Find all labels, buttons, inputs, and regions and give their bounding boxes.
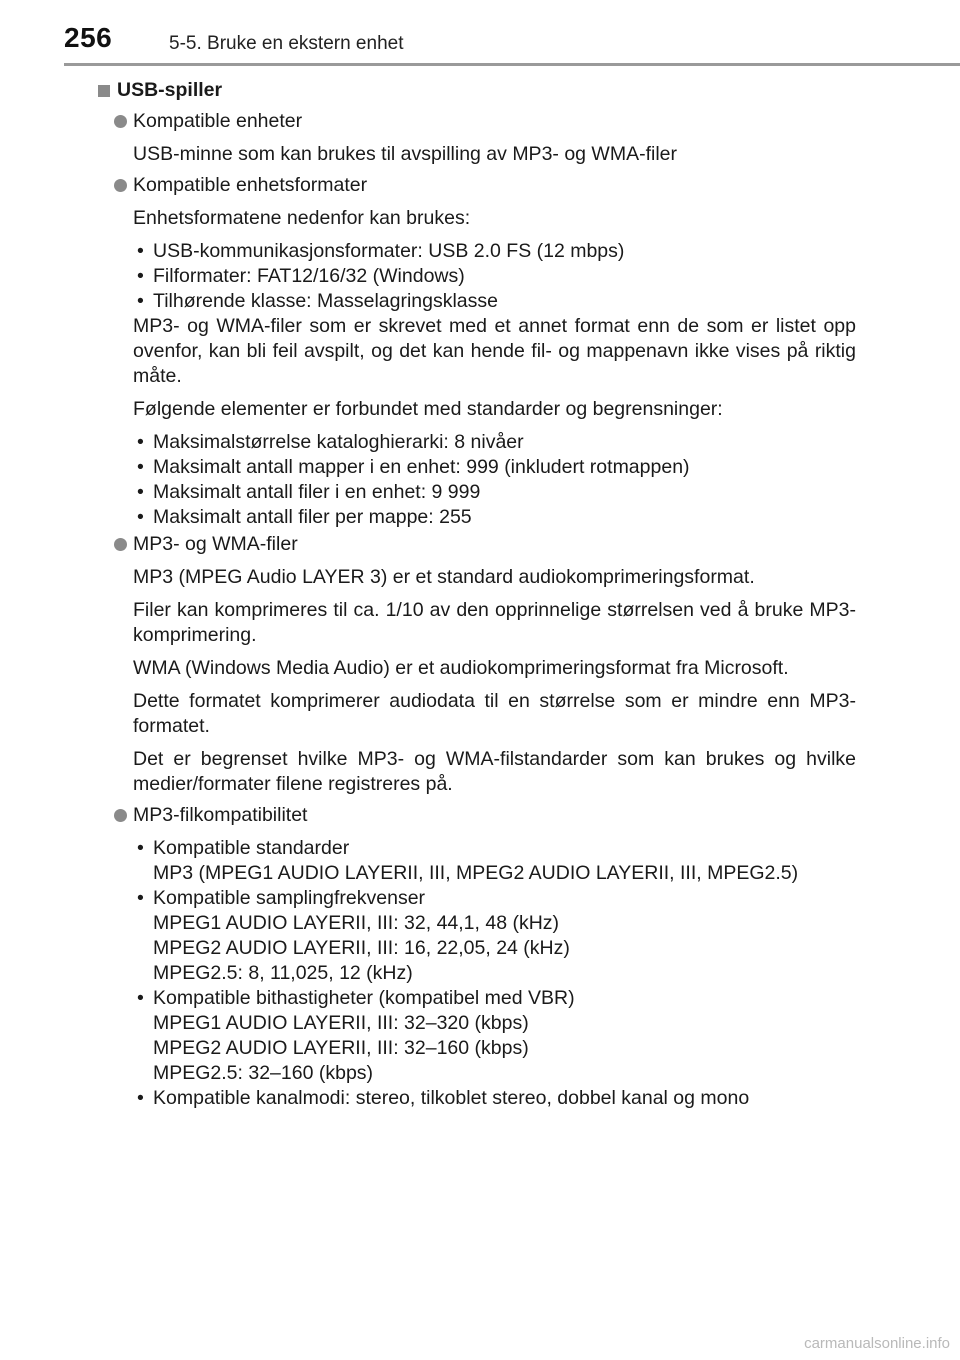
circle-bullet-icon	[114, 809, 127, 822]
standards-label: • Kompatible standarder	[153, 837, 350, 859]
mp3-wma-p1: MP3 (MPEG Audio LAYER 3) er et standard audiokomprimeringsformat.	[133, 566, 755, 588]
list-item	[133, 836, 856, 886]
mp3-compat-list	[133, 836, 856, 1111]
compatible-devices-text: USB-minne som kan brukes til avspilling av MP3- og WMA-filer	[133, 143, 678, 165]
page-number: 256	[64, 22, 113, 53]
limits-intro: Følgende elementer er forbundet med standarder og begrensninger:	[133, 398, 723, 420]
list-item: • USB-kommunikasjonsformater: USB 2.0 FS (12 mbps)	[133, 239, 856, 264]
limits-list	[133, 430, 856, 530]
sampling-value-2: MPEG2 AUDIO LAYERII, III: 16, 22,05, 24 (kHz)	[153, 937, 570, 959]
device-formats-heading	[114, 173, 856, 198]
circle-bullet-icon	[114, 179, 127, 192]
mp3-compat-heading	[114, 803, 856, 828]
list-item	[133, 886, 856, 986]
watermark: carmanualsonline.info	[804, 1335, 950, 1352]
mp3-wma-p2: Filer kan komprimeres til ca. 1/10 av den opprinnelige størrelsen ved å bruke MP3-komprimering.	[133, 599, 856, 646]
sampling-label: • Kompatible samplingfrekvenser	[153, 887, 426, 909]
usb-player-heading-text: USB-spiller	[117, 79, 223, 101]
mp3-compat-title: MP3-filkompatibilitet	[133, 804, 308, 826]
bitrate-value-1: MPEG1 AUDIO LAYERII, III: 32–320 (kbps)	[153, 1012, 529, 1034]
page-content	[98, 76, 856, 1111]
format-note: MP3- og WMA-filer som er skrevet med et annet format enn de som er listet opp ovenfor, kan bli feil avspilt, og det kan hende fil- og mappenavn ikke vises på riktig måte.	[133, 315, 856, 387]
list-item	[133, 986, 856, 1086]
sampling-value-3: MPEG2.5: 8, 11,025, 12 (kHz)	[153, 962, 413, 984]
standards-value: MP3 (MPEG1 AUDIO LAYERII, III, MPEG2 AUDIO LAYERII, III, MPEG2.5)	[153, 862, 799, 884]
bitrate-label: • Kompatible bithastigheter (kompatibel med VBR)	[153, 987, 575, 1009]
device-formats-title: Kompatible enhetsformater	[133, 174, 368, 196]
compatible-devices-heading	[114, 109, 856, 134]
section-title: 5-5. Bruke en ekstern enhet	[169, 33, 404, 54]
mp3-wma-heading	[114, 532, 856, 557]
bitrate-value-2: MPEG2 AUDIO LAYERII, III: 32–160 (kbps)	[153, 1037, 529, 1059]
list-item: • Maksimalt antall mapper i en enhet: 999 (inkludert rotmappen)	[133, 455, 856, 480]
list-item: • Maksimalstørrelse kataloghierarki: 8 nivåer	[133, 430, 856, 455]
list-item: • Tilhørende klasse: Masselagringsklasse	[133, 289, 856, 314]
list-item: • Maksimalt antall filer i en enhet: 9 999	[133, 480, 856, 505]
mp3-wma-p3: WMA (Windows Media Audio) er et audiokomprimeringsformat fra Microsoft.	[133, 657, 789, 679]
list-item: • Maksimalt antall filer per mappe: 255	[133, 505, 856, 530]
header-rule	[64, 63, 960, 66]
usb-player-heading	[98, 78, 856, 103]
square-bullet-icon	[98, 85, 110, 97]
circle-bullet-icon	[114, 538, 127, 551]
mp3-wma-p5: Det er begrenset hvilke MP3- og WMA-filstandarder som kan brukes og hvilke medier/formater filene registreres på.	[133, 748, 856, 795]
device-formats-intro: Enhetsformatene nedenfor kan brukes:	[133, 207, 471, 229]
page-header	[0, 0, 960, 68]
list-item: • Filformater: FAT12/16/32 (Windows)	[133, 264, 856, 289]
circle-bullet-icon	[114, 115, 127, 128]
bitrate-value-3: MPEG2.5: 32–160 (kbps)	[153, 1062, 374, 1084]
format-list	[133, 239, 856, 314]
compatible-devices-title: Kompatible enheter	[133, 110, 303, 132]
list-item: • Kompatible kanalmodi: stereo, tilkoblet stereo, dobbel kanal og mono	[133, 1086, 856, 1111]
mp3-wma-title: MP3- og WMA-filer	[133, 533, 298, 555]
mp3-wma-p4: Dette formatet komprimerer audiodata til en størrelse som er mindre enn MP3-formatet.	[133, 690, 856, 737]
sampling-value-1: MPEG1 AUDIO LAYERII, III: 32, 44,1, 48 (kHz)	[153, 912, 560, 934]
